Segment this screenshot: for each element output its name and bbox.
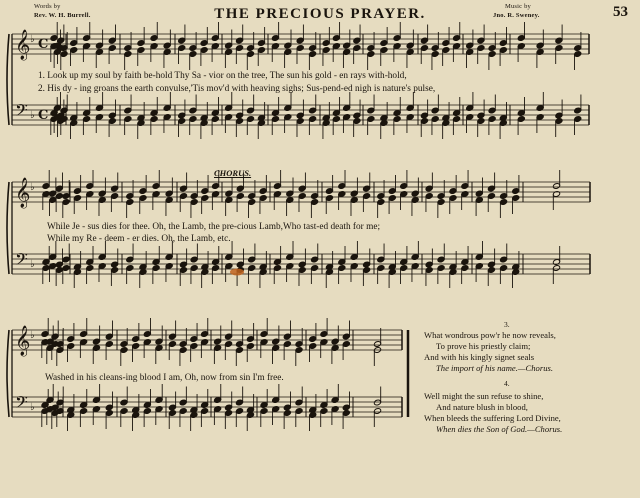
bass-clef: 𝄢 bbox=[15, 392, 28, 416]
words-label: Words by bbox=[34, 3, 61, 10]
key-signature: ♭ bbox=[30, 110, 35, 121]
verse-line: To prove his priestly claim; bbox=[436, 341, 531, 351]
verse-line: When dies the Son of God.—Chorus. bbox=[436, 424, 563, 434]
key-signature: ♭ bbox=[30, 182, 35, 193]
hymn-title: THE PRECIOUS PRAYER. bbox=[214, 6, 426, 22]
bass-clef: 𝄢 bbox=[15, 100, 28, 124]
treble-clef: 𝄞 bbox=[15, 326, 31, 356]
key-signature: ♭ bbox=[30, 330, 35, 341]
key-signature: ♭ bbox=[30, 402, 35, 413]
verse-number: 4. bbox=[504, 379, 510, 388]
key-signature: ♭ bbox=[30, 34, 35, 45]
treble-clef: 𝄞 bbox=[15, 30, 31, 60]
system1-verse2-lyric: 2. His dy - ing groans the earth convulse,'Tis mov'd with heaving sighs; Sus-pend-ed nigh is nature's pulse, bbox=[38, 84, 436, 94]
system2-verse1-lyric: While Je - sus dies for thee. Oh, the Lamb, the pre-cious Lamb,Who tast-ed death for me; bbox=[47, 222, 381, 232]
system-brace bbox=[7, 330, 9, 417]
music-author: Jno. R. Sweney. bbox=[493, 12, 540, 19]
verse-number: 3. bbox=[504, 320, 510, 329]
chorus-label: CHORUS. bbox=[214, 168, 252, 178]
music-label: Music by bbox=[505, 3, 531, 10]
time-signature: C bbox=[38, 37, 49, 52]
ink-stain bbox=[230, 269, 244, 276]
system1-verse1-lyric: 1. Look up my soul by faith be-hold Thy Sa - vior on the tree, The sun his gold - en rays with-hold, bbox=[38, 71, 407, 81]
verse-line: And with his kingly signet seals bbox=[424, 352, 535, 362]
key-signature: ♭ bbox=[30, 259, 35, 270]
verse-line: When bleeds the suffering Lord Divine, bbox=[424, 413, 561, 423]
treble-clef: 𝄞 bbox=[15, 178, 31, 208]
system3-lyric: Washed in his cleans-ing blood I am, Oh, now from sin I'm free. bbox=[45, 373, 284, 383]
system-brace bbox=[7, 34, 9, 125]
verse-line: The import of his name.—Chorus. bbox=[436, 363, 553, 373]
time-signature: C bbox=[38, 108, 49, 123]
bass-clef: 𝄢 bbox=[15, 249, 28, 273]
verse-line: Well might the sun refuse to shine, bbox=[424, 391, 544, 401]
verse-line: What wondrous pow'r he now reveals, bbox=[424, 330, 556, 340]
words-author: Rev. W. H. Burrell. bbox=[34, 12, 91, 19]
system-brace bbox=[7, 182, 9, 274]
verse-line: And nature blush in blood, bbox=[436, 402, 528, 412]
system2-verse2-lyric: While my Re - deem - er dies. Oh, the Lamb, etc. bbox=[47, 234, 231, 244]
page-number: 53 bbox=[613, 4, 628, 20]
